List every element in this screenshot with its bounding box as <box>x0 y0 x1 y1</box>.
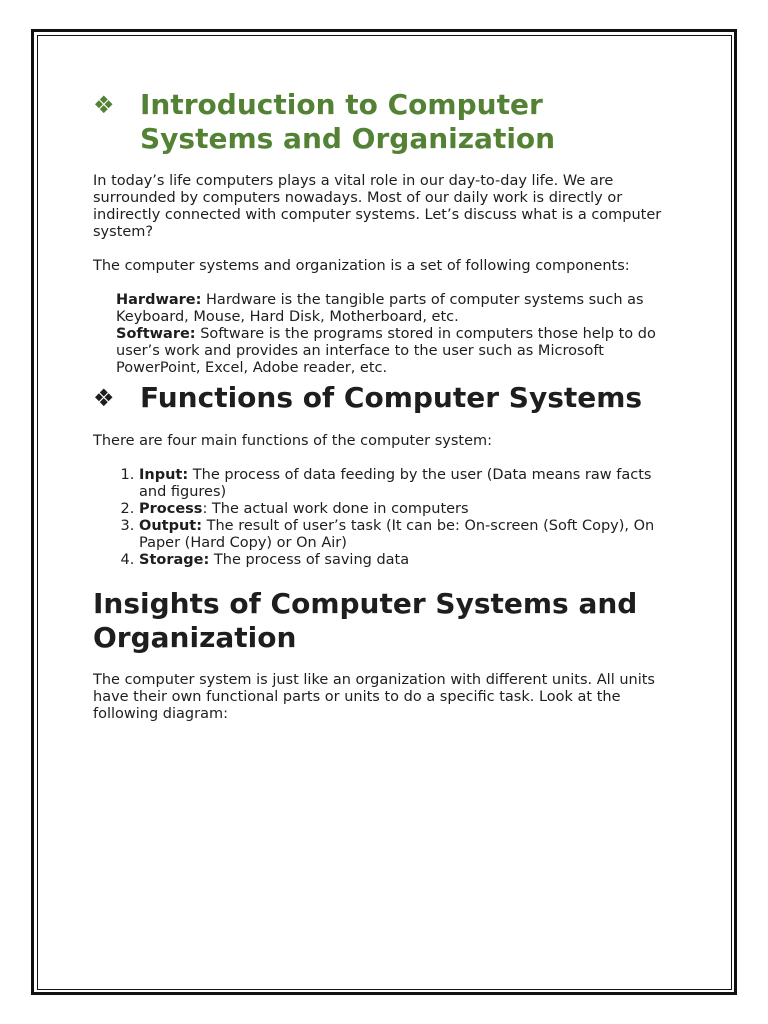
diamond-bullet-icon: ❖ <box>93 384 115 412</box>
function-term: Input: <box>139 467 189 483</box>
list-item <box>139 467 683 501</box>
component-hardware <box>116 292 683 326</box>
component-software <box>116 326 683 377</box>
component-text: Software is the programs stored in computers those help to do user’s work and provides an interface to the user such as Microsoft PowerPoint, Excel, Adobe reader, etc. <box>116 326 656 376</box>
component-text: Hardware is the tangible parts of computer systems such as Keyboard, Mouse, Hard Disk, Motherboard, etc. <box>116 292 644 325</box>
functions-lead: There are four main functions of the computer system: <box>93 433 493 449</box>
intro-paragraph: In today’s life computers plays a vital role in our day-to-day life. We are surrounded by computers nowadays. Most of our daily work is directly or indirectly connected with computer systems. Let’s discuss what is a computer system? <box>93 173 662 240</box>
heading-introduction-text: Introduction to Computer Systems and Organization <box>140 88 556 155</box>
component-term: Software: <box>116 326 196 342</box>
document-body <box>93 88 683 723</box>
function-text: The result of user’s task (It can be: On-screen (Soft Copy), On Paper (Hard Copy) or On Air) <box>139 518 655 551</box>
function-text: : The actual work done in computers <box>202 501 469 517</box>
function-term: Storage: <box>139 552 210 568</box>
list-item <box>139 552 683 569</box>
components-list <box>116 292 683 377</box>
components-lead: The computer systems and organization is a set of following components: <box>93 258 630 274</box>
functions-list <box>93 467 683 569</box>
function-text: The process of saving data <box>209 552 410 568</box>
component-term: Hardware: <box>116 292 202 308</box>
list-item <box>139 501 683 518</box>
diamond-bullet-icon: ❖ <box>93 91 115 119</box>
heading-insights: Insights of Computer Systems and Organization <box>93 587 638 654</box>
function-term: Process <box>139 501 203 517</box>
function-text: The process of data feeding by the user (Data means raw facts and figures) <box>139 467 652 500</box>
heading-introduction <box>93 88 683 156</box>
heading-functions <box>93 381 683 415</box>
list-item <box>139 518 683 552</box>
heading-functions-text: Functions of Computer Systems <box>140 381 643 414</box>
insights-paragraph: The computer system is just like an organization with different units. All units have their own functional parts or units to do a specific task. Look at the following diagram: <box>93 672 655 722</box>
function-term: Output: <box>139 518 203 534</box>
